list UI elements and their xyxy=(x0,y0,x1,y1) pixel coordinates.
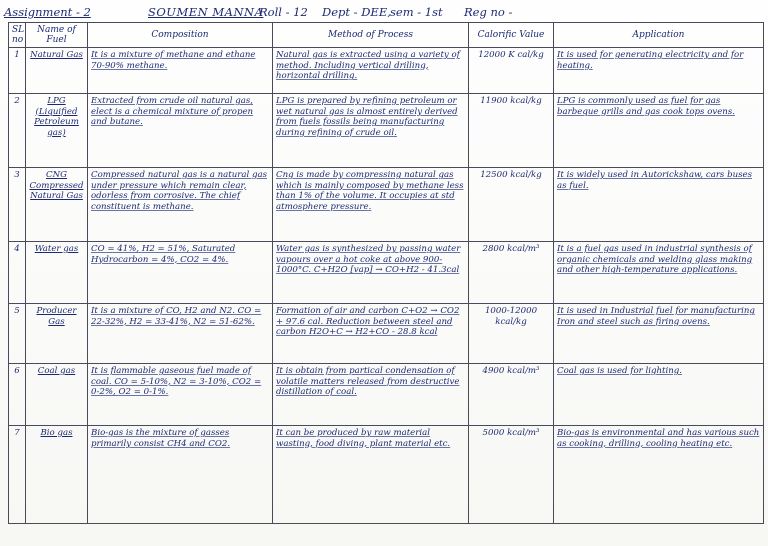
row-application: Bio-gas is environmental and has various such as cooking, drilling, cooling heating etc. xyxy=(554,426,764,524)
row-composition: It is flammable gaseous fuel made of coal. CO = 5-10%, N2 = 3-10%, CO2 = 0-2%, O2 = 0-1%. xyxy=(88,364,273,426)
row-fuel: LPG (Liquified Petroleum gas) xyxy=(26,94,88,168)
row-sl: 4 xyxy=(9,242,26,304)
table-row xyxy=(9,94,764,168)
table-row xyxy=(9,168,764,242)
department: Dept - DEE, xyxy=(322,5,391,19)
row-method: Formation of air and carbon C+O2 → CO2 + 97.6 cal. Reduction between steel and carbon H2O+C → H2+CO - 28.8 kcal xyxy=(273,304,469,364)
table-row xyxy=(9,242,764,304)
col-header-fuel: Name of Fuel xyxy=(26,23,88,48)
row-sl: 5 xyxy=(9,304,26,364)
row-calorific: 12500 kcal/kg xyxy=(469,168,554,242)
row-calorific: 2800 kcal/m³ xyxy=(469,242,554,304)
row-fuel: Natural Gas xyxy=(26,48,88,94)
row-calorific: 11900 kcal/kg xyxy=(469,94,554,168)
row-method: LPG is prepared by refining petroleum or wet natural gas is almost entirely derived from fuels fossils being manufacturing during refining of crude oil. xyxy=(273,94,469,168)
row-composition: Extracted from crude oil natural gas, elect is a chemical mixture of propen and butane. xyxy=(88,94,273,168)
row-application: Coal gas is used for lighting. xyxy=(554,364,764,426)
table-row xyxy=(9,426,764,524)
col-header-method: Method of Process xyxy=(273,23,469,48)
table-row xyxy=(9,364,764,426)
row-sl: 3 xyxy=(9,168,26,242)
row-fuel: CNG Compressed Natural Gas xyxy=(26,168,88,242)
row-sl: 7 xyxy=(9,426,26,524)
row-application: LPG is commonly used as fuel for gas barbeque grills and gas cook tops ovens. xyxy=(554,94,764,168)
row-composition: It is a mixture of methane and ethane 70-90% methane. xyxy=(88,48,273,94)
row-sl: 1 xyxy=(9,48,26,94)
row-calorific: 12000 K cal/kg xyxy=(469,48,554,94)
row-method: Natural gas is extracted using a variety of method. Including vertical drilling, horizontal drilling. xyxy=(273,48,469,94)
row-composition: CO = 41%, H2 = 51%, Saturated Hydrocarbon = 4%, CO2 = 4%. xyxy=(88,242,273,304)
table-row xyxy=(9,48,764,94)
row-calorific: 4900 kcal/m³ xyxy=(469,364,554,426)
row-composition: Compressed natural gas is a natural gas under pressure which remain clear, odorless from corrosive. The chief constituent is methane. xyxy=(88,168,273,242)
col-header-composition: Composition xyxy=(88,23,273,48)
row-application: It is used for generating electricity and for heating. xyxy=(554,48,764,94)
row-fuel: Water gas xyxy=(26,242,88,304)
row-composition: Bio-gas is the mixture of gasses primarily consist CH4 and CO2. xyxy=(88,426,273,524)
row-method: Water gas is synthesized by passing water vapours over a hot coke at above 900-1000°C. C+H2O [vap] → CO+H2 - 41.3cal xyxy=(273,242,469,304)
row-application: It is a fuel gas used in industrial synthesis of organic chemicals and welding glass making and other high-temperature applications. xyxy=(554,242,764,304)
row-application: It is widely used in Autorickshaw, cars buses as fuel. xyxy=(554,168,764,242)
row-calorific: 1000-12000 kcal/kg xyxy=(469,304,554,364)
row-fuel: Producer Gas xyxy=(26,304,88,364)
col-header-sl: SL no xyxy=(9,23,26,48)
student-name: SOUMEN MANNA xyxy=(148,5,264,19)
row-composition: It is a mixture of CO, H2 and N2. CO = 22-32%, H2 = 33-41%, N2 = 51-62%. xyxy=(88,304,273,364)
registration-number: Reg no - xyxy=(464,5,513,19)
semester: sem - 1st xyxy=(390,5,443,19)
col-header-calorific: Calorific Value xyxy=(469,23,554,48)
assignment-header xyxy=(4,2,764,24)
row-method: It is obtain from partical condensation of volatile matters released from destructive distillation of coal. xyxy=(273,364,469,426)
roll-number: Roll - 12 xyxy=(259,5,308,19)
row-sl: 2 xyxy=(9,94,26,168)
fuel-table xyxy=(8,22,764,524)
row-calorific: 5000 kcal/m³ xyxy=(469,426,554,524)
col-header-application: Application xyxy=(554,23,764,48)
row-application: It is used in Industrial fuel for manufacturing Iron and steel such as firing ovens. xyxy=(554,304,764,364)
row-sl: 6 xyxy=(9,364,26,426)
row-method: It can be produced by raw material wasting, food diving, plant material etc. xyxy=(273,426,469,524)
row-method: Cng is made by compressing natural gas which is mainly composed by methane less than 1% of the volume. It occupies at std atmosphere pressure. xyxy=(273,168,469,242)
table-header-row xyxy=(9,23,764,48)
table-row xyxy=(9,304,764,364)
row-fuel: Bio gas xyxy=(26,426,88,524)
row-fuel: Coal gas xyxy=(26,364,88,426)
assignment-title: Assignment - 2 xyxy=(4,5,91,19)
